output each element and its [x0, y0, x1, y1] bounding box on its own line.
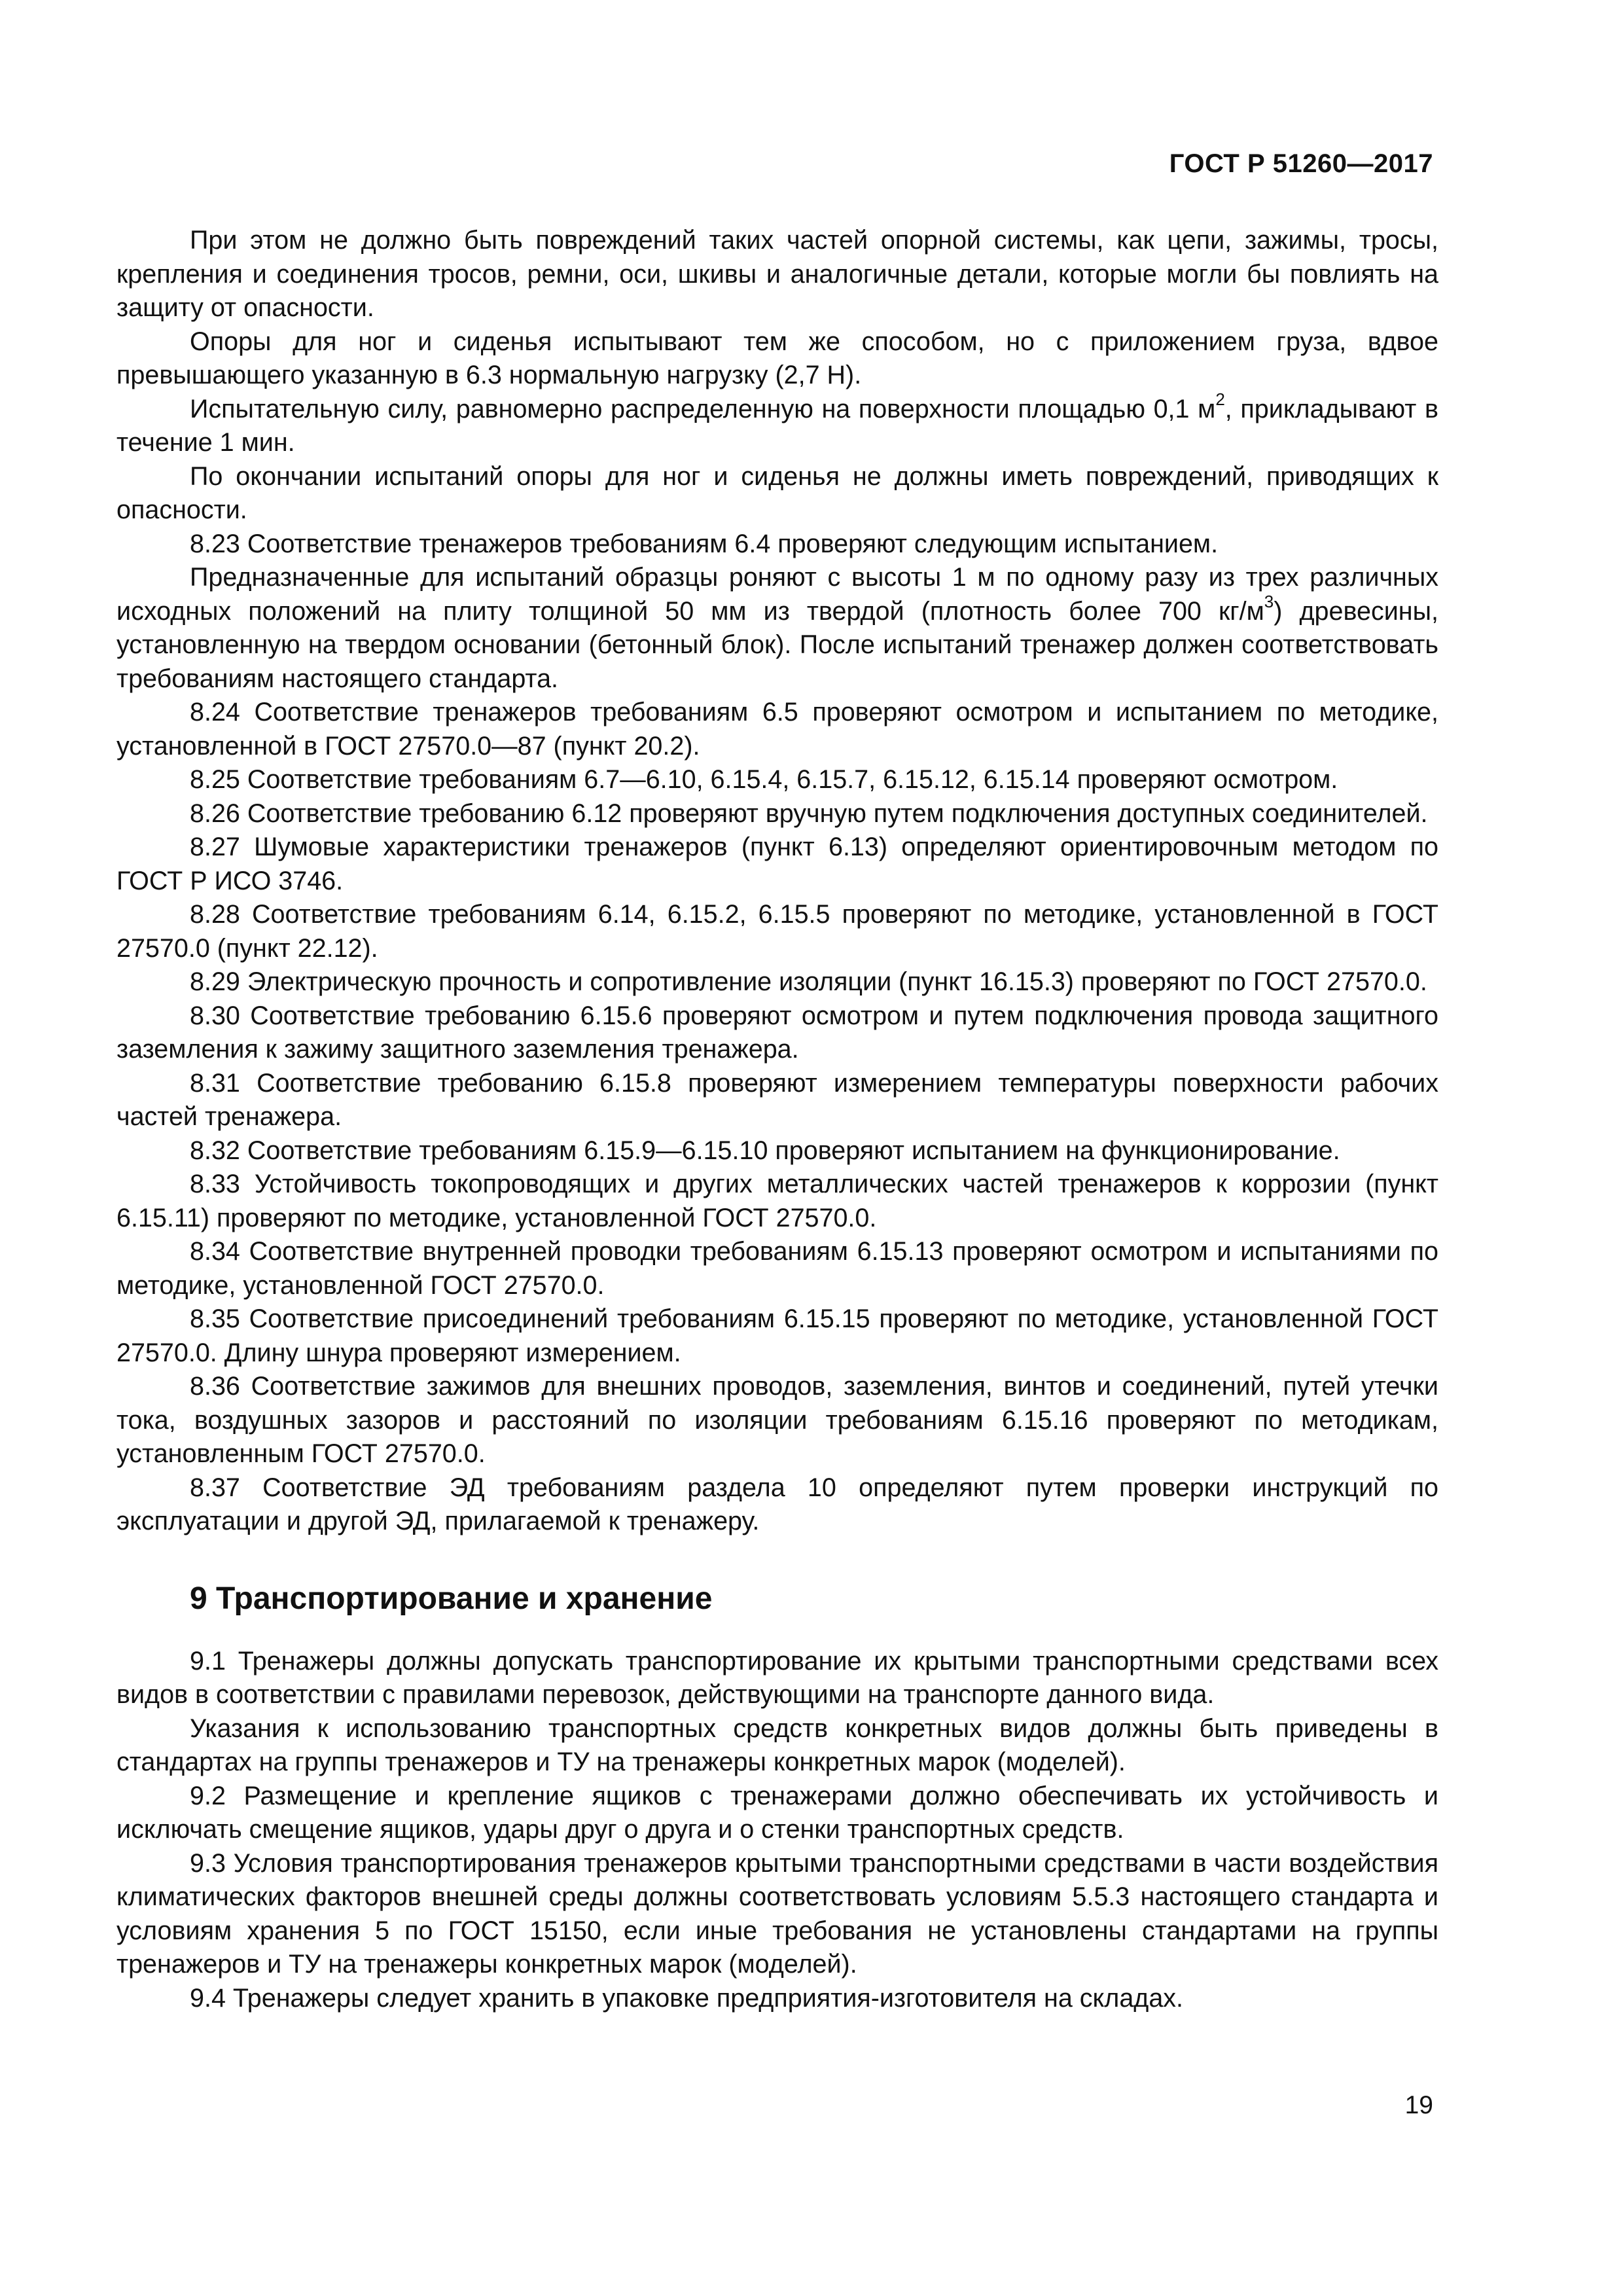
page-number: 19 — [1404, 2091, 1433, 2119]
clause-9-3: 9.3 Условия транспортирования тренажеров крытыми транспортными средствами в части воздействия климатических факторов внешней среды должны соответствовать условиям 5.5.3 настоящего стандарта и условиям хранения 5 по ГОСТ 15150, если иные требования не установлены стандартами на группы тренажеров и ТУ на тренажеры конкретных марок (моделей). — [116, 1848, 1438, 1979]
clause-8-28: 8.28 Соответствие требованиям 6.14, 6.15.2, 6.15.5 проверяют по методике, установленной в ГОСТ 27570.0 (пункт 22.12). — [116, 900, 1438, 963]
paragraph — [116, 389, 1438, 460]
clause-8-26: 8.26 Соответствие требованию 6.12 проверяют вручную путем подключения доступных соединителей. — [190, 798, 1428, 828]
clause-8-29: 8.29 Электрическую прочность и сопротивление изоляции (пункт 16.15.3) проверяют по ГОСТ 27570.0. — [190, 967, 1427, 996]
clause-8-25: 8.25 Соответствие требованиям 6.7—6.10, 6.15.4, 6.15.7, 6.15.12, 6.15.14 проверяют осмотром. — [190, 765, 1338, 794]
paragraph: По окончании испытаний опоры для ног и сиденья не должны иметь повреждений, приводящих к опасности. — [116, 461, 1438, 524]
clause-8-24: 8.24 Соответствие тренажеров требованиям 6.5 проверяют осмотром и испытанием по методике, установленной в ГОСТ 27570.0—87 (пункт 20.2). — [116, 698, 1438, 761]
paragraph: Указания к использованию транспортных средств конкретных видов должны быть приведены в стандартах на группы тренажеров и ТУ на тренажеры конкретных марок (моделей). — [116, 1713, 1438, 1776]
clause-8-37: 8.37 Соответствие ЭД требованиям раздела 10 определяют путем проверки инструкций по эксплуатации и другой ЭД, прилагаемой к тренажеру. — [116, 1473, 1438, 1535]
clause-8-36: 8.36 Соответствие зажимов для внешних проводов, заземления, винтов и соединений, путей утечки тока, воздушных зазоров и расстояний по изоляции требованиям 6.15.16 проверяют по методикам, установленным ГОСТ 27570.0. — [116, 1372, 1438, 1468]
document-code-header: ГОСТ Р 51260—2017 — [1169, 149, 1433, 178]
clause-9-1: 9.1 Тренажеры должны допускать транспортирование их крытыми транспортными средствами всех видов в соответствии с правилами перевозок, действующими на транспорте данного вида. — [116, 1646, 1438, 1709]
paragraph: Опоры для ног и сиденья испытывают тем же способом, но с приложением груза, вдвое превышающего указанную в 6.3 нормальную нагрузку (2,7 Н). — [116, 327, 1438, 389]
clause-9-4: 9.4 Тренажеры следует хранить в упаковке предприятия-изготовителя на складах. — [190, 1983, 1184, 2013]
paragraph-text: ) древесины, установленную на твердом основании (бетонный блок). После испытаний тренажер должен соответствовать требованиям настоящего стандарта. — [116, 596, 1438, 693]
clause-8-34: 8.34 Соответствие внутренней проводки требованиям 6.15.13 проверяют осмотром и испытаниями по методике, установленной ГОСТ 27570.0. — [116, 1237, 1438, 1300]
paragraph-text: Испытательную силу, равномерно распределенную на поверхности площадью 0,1 м — [190, 394, 1216, 423]
superscript: 3 — [1264, 592, 1274, 612]
clause-8-30: 8.30 Соответствие требованию 6.15.6 проверяют осмотром и путем подключения провода защитного заземления к зажиму защитного заземления тренажера. — [116, 1001, 1438, 1064]
paragraph — [116, 561, 1438, 696]
clause-8-35: 8.35 Соответствие присоединений требованиям 6.15.15 проверяют по методике, установленной ГОСТ 27570.0. Длину шнура проверяют измерением. — [116, 1304, 1438, 1367]
clause-9-2: 9.2 Размещение и крепление ящиков с тренажерами должно обеспечивать их устойчивость и исключать смещение ящиков, удары друг о друга и о стенки транспортных средств. — [116, 1781, 1438, 1844]
document-body — [116, 224, 1438, 2015]
clause-8-31: 8.31 Соответствие требованию 6.15.8 проверяют измерением температуры поверхности рабочих частей тренажера. — [116, 1068, 1438, 1131]
section-heading: 9 Транспортирование и хранение — [190, 1581, 713, 1616]
clause-8-27: 8.27 Шумовые характеристики тренажеров (пункт 6.13) определяют ориентировочным методом по ГОСТ Р ИСО 3746. — [116, 833, 1438, 895]
superscript: 2 — [1215, 389, 1225, 410]
clause-8-33: 8.33 Устойчивость токопроводящих и других металлических частей тренажеров к коррозии (пункт 6.15.11) проверяют по методике, установленной ГОСТ 27570.0. — [116, 1170, 1438, 1232]
clause-8-32: 8.32 Соответствие требованиям 6.15.9—6.15.10 проверяют испытанием на функционирование. — [190, 1136, 1340, 1165]
clause-8-23: 8.23 Соответствие тренажеров требованиям 6.4 проверяют следующим испытанием. — [190, 529, 1219, 558]
paragraph-text: , прикладывают в течение 1 мин. — [116, 394, 1438, 457]
paragraph-text: Предназначенные для испытаний образцы роняют с высоты 1 м по одному разу из трех различных исходных положений на плиту толщиной 50 мм из твердой (плотность более 700 кг/м — [116, 563, 1438, 626]
paragraph: При этом не должно быть повреждений таких частей опорной системы, как цепи, зажимы, тросы, крепления и соединения тросов, ремни, оси, шкивы и аналогичные детали, которые могли бы повлиять на защиту от опасности. — [116, 226, 1438, 322]
